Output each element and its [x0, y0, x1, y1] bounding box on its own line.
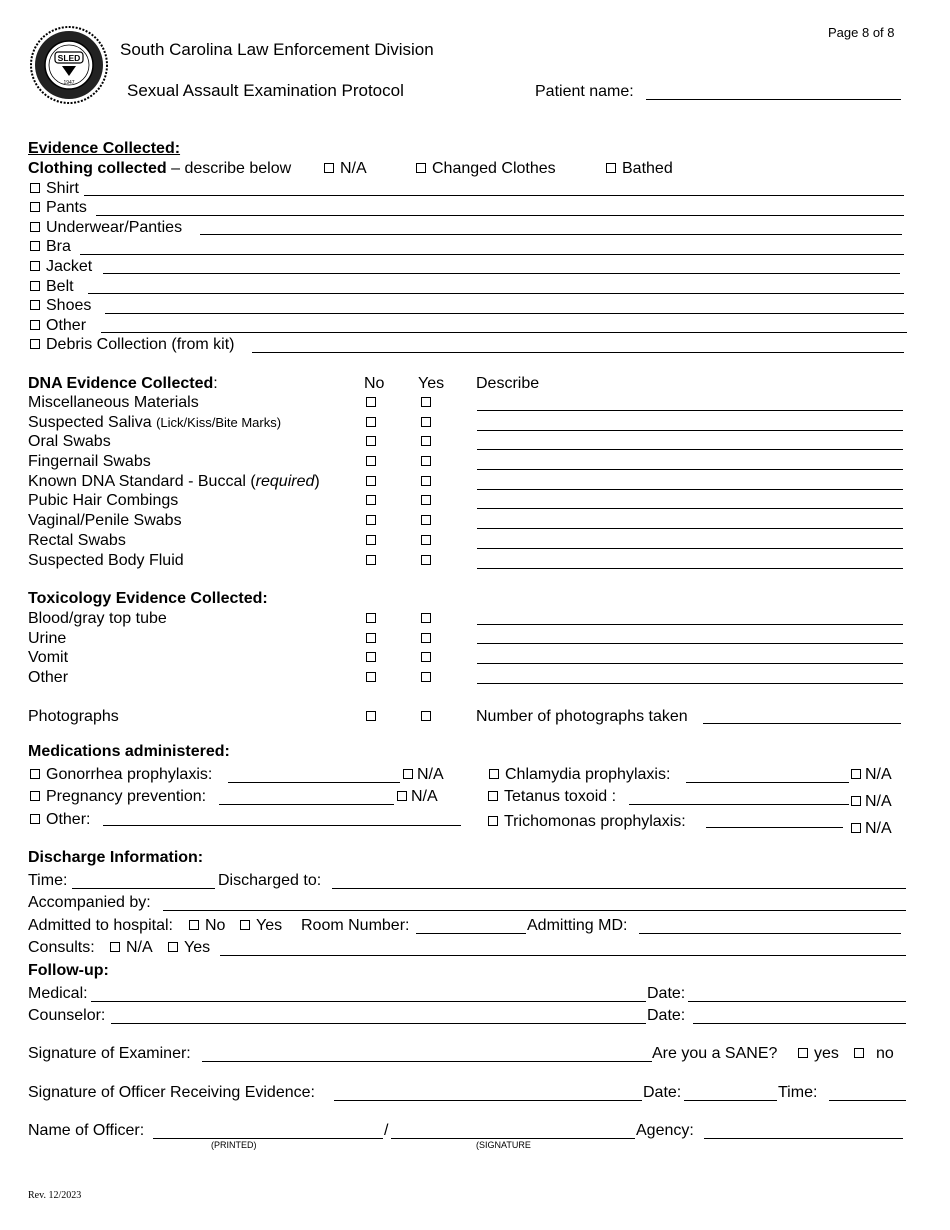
tetanus-line[interactable] [629, 804, 849, 805]
pants-line[interactable] [96, 215, 904, 216]
checkbox[interactable] [798, 1048, 808, 1058]
followup-heading: Follow-up: [28, 962, 109, 979]
checkbox[interactable] [488, 816, 498, 826]
examiner-signature-label: Signature of Examiner: [28, 1045, 191, 1062]
gonorrhea-na-option[interactable]: N/A [403, 765, 444, 784]
checkbox[interactable] [397, 791, 407, 801]
dna-saliva-yes-checkbox[interactable] [421, 417, 431, 427]
form-title: Sexual Assault Examination Protocol [127, 81, 404, 100]
trich-option[interactable]: Trichomonas prophylaxis: [488, 812, 686, 831]
dna-vaginal-yes-checkbox[interactable] [421, 515, 431, 525]
admitting-md-field[interactable] [639, 933, 901, 934]
checkbox[interactable] [403, 769, 413, 779]
checkbox[interactable] [30, 241, 40, 251]
checkbox[interactable] [30, 814, 40, 824]
chlamydia-option[interactable]: Chlamydia prophylaxis: [489, 765, 670, 784]
dna-no-header: No [364, 375, 385, 392]
time-label: Time: [28, 872, 68, 889]
discharged-to-label: Discharged to: [218, 872, 322, 889]
photographs-no-checkbox[interactable] [366, 711, 376, 721]
tox-other-describe[interactable] [477, 683, 903, 684]
dna-row-misc: Miscellaneous Materials [28, 394, 199, 411]
dna-row-rectal: Rectal Swabs [28, 532, 126, 549]
checkbox[interactable] [489, 769, 499, 779]
tetanus-option[interactable]: Tetanus toxoid : [488, 787, 616, 806]
dna-fingernail-describe[interactable] [477, 469, 903, 470]
checkbox[interactable] [30, 222, 40, 232]
item-pants[interactable]: Pants [30, 198, 87, 217]
tetanus-na-option[interactable]: N/A [851, 792, 892, 811]
tox-row-vomit: Vomit [28, 649, 69, 666]
checkbox[interactable] [30, 339, 40, 349]
clothing-collected-row [28, 159, 291, 178]
medical-date-field[interactable] [688, 1001, 906, 1002]
pregnancy-option[interactable]: Pregnancy prevention: [30, 787, 206, 806]
checkbox[interactable] [240, 920, 250, 930]
item-bra[interactable]: Bra [30, 237, 71, 256]
dna-fluid-describe[interactable] [477, 568, 903, 569]
gonorrhea-option[interactable]: Gonorrhea prophylaxis: [30, 765, 212, 784]
dna-rectal-describe[interactable] [477, 548, 903, 549]
dna-pubic-no-checkbox[interactable] [366, 495, 376, 505]
checkbox[interactable] [851, 796, 861, 806]
revision-date: Rev. 12/2023 [28, 1190, 82, 1201]
accompanied-label: Accompanied by: [28, 894, 151, 911]
signature-caption: (SIGNATURE [476, 1140, 531, 1150]
item-underwear[interactable]: Underwear/Panties [30, 218, 182, 237]
clothing-na-option[interactable]: N/A [324, 159, 367, 178]
patient-name-label: Patient name: [535, 83, 634, 100]
debris-line[interactable] [252, 352, 904, 353]
pregnancy-line[interactable] [219, 804, 394, 805]
consults-yes-option[interactable]: Yes [168, 938, 210, 957]
chlamydia-na-option[interactable]: N/A [851, 765, 892, 784]
tox-heading: Toxicology Evidence Collected: [28, 590, 268, 607]
dna-heading-row: DNA Evidence Collected: [28, 375, 218, 392]
officer-time-field[interactable] [829, 1100, 906, 1101]
bra-line[interactable] [80, 254, 904, 255]
tox-vomit-yes-checkbox[interactable] [421, 652, 431, 662]
room-number-field[interactable] [416, 933, 526, 934]
tox-other-yes-checkbox[interactable] [421, 672, 431, 682]
shoes-line[interactable] [105, 313, 904, 314]
dna-rectal-no-checkbox[interactable] [366, 535, 376, 545]
sane-no-option[interactable]: no [854, 1044, 894, 1063]
dna-row-pubic: Pubic Hair Combings [28, 492, 179, 509]
item-jacket[interactable]: Jacket [30, 257, 92, 276]
medical-label: Medical: [28, 985, 88, 1002]
dna-buccal-no-checkbox[interactable] [366, 476, 376, 486]
agency-field[interactable] [704, 1138, 903, 1139]
dna-row-saliva: Suspected Saliva (Lick/Kiss/Bite Marks) [28, 414, 282, 431]
tox-other-no-checkbox[interactable] [366, 672, 376, 682]
dna-oral-describe[interactable] [477, 449, 903, 450]
officer-time-label: Time: [778, 1084, 818, 1101]
org-name: South Carolina Law Enforcement Division [120, 40, 434, 59]
agency-label: Agency: [636, 1122, 694, 1139]
dna-oral-no-checkbox[interactable] [366, 436, 376, 446]
dna-vaginal-describe[interactable] [477, 528, 903, 529]
pregnancy-na-option[interactable]: N/A [397, 787, 438, 806]
checkbox[interactable] [30, 791, 40, 801]
clothing-collected-desc: – describe below [166, 160, 292, 177]
discharge-heading: Discharge Information: [28, 849, 204, 866]
checkbox[interactable] [30, 320, 40, 330]
dna-fluid-yes-checkbox[interactable] [421, 555, 431, 565]
examiner-signature-field[interactable] [202, 1061, 652, 1062]
meds-heading: Medications administered: [28, 743, 230, 760]
checkbox[interactable] [416, 163, 426, 173]
admitting-md-label: Admitting MD: [527, 917, 628, 934]
meds-other-line[interactable] [103, 825, 461, 826]
photo-count-label: Number of photographs taken [476, 708, 688, 725]
discharged-to-field[interactable] [332, 888, 906, 889]
photographs-yes-checkbox[interactable] [421, 711, 431, 721]
item-belt[interactable]: Belt [30, 277, 74, 296]
dna-buccal-yes-checkbox[interactable] [421, 476, 431, 486]
medical-field[interactable] [91, 1001, 646, 1002]
checkbox[interactable] [189, 920, 199, 930]
checkbox[interactable] [324, 163, 334, 173]
dna-row-oral: Oral Swabs [28, 433, 111, 450]
officer-printed-field[interactable] [153, 1138, 383, 1139]
medical-date-label: Date: [647, 985, 686, 1002]
tox-blood-yes-checkbox[interactable] [421, 613, 431, 623]
admitted-no-option[interactable]: No [189, 916, 225, 935]
patient-name-field[interactable] [646, 99, 901, 100]
dna-buccal-describe[interactable] [477, 489, 903, 490]
item-other[interactable]: Other [30, 316, 86, 335]
accompanied-field[interactable] [163, 910, 906, 911]
consults-na-option[interactable]: N/A [110, 938, 153, 957]
tox-blood-describe[interactable] [477, 624, 903, 625]
tox-vomit-describe[interactable] [477, 663, 903, 664]
item-debris[interactable]: Debris Collection (from kit) [30, 335, 234, 354]
dna-row-fluid: Suspected Body Fluid [28, 552, 184, 569]
dna-yes-header: Yes [418, 375, 445, 392]
checkbox[interactable] [606, 163, 616, 173]
name-officer-label: Name of Officer: [28, 1122, 145, 1139]
dna-pubic-yes-checkbox[interactable] [421, 495, 431, 505]
tox-row-other: Other [28, 669, 69, 686]
dna-saliva-no-checkbox[interactable] [366, 417, 376, 427]
dna-fingernail-no-checkbox[interactable] [366, 456, 376, 466]
consults-label: Consults: [28, 939, 95, 956]
officer-receiving-label: Signature of Officer Receiving Evidence: [28, 1084, 315, 1101]
checkbox[interactable] [168, 942, 178, 952]
belt-line[interactable] [88, 293, 904, 294]
sane-yes-option[interactable]: yes [798, 1044, 839, 1063]
counselor-date-field[interactable] [693, 1023, 906, 1024]
shirt-line[interactable] [84, 195, 904, 196]
page-number: Page 8 of 8 [828, 25, 895, 40]
counselor-label: Counselor: [28, 1007, 106, 1024]
sane-question: Are you a SANE? [652, 1045, 778, 1062]
photo-count-field[interactable] [703, 723, 901, 724]
tox-urine-no-checkbox[interactable] [366, 633, 376, 643]
dna-misc-describe[interactable] [477, 410, 903, 411]
consults-field[interactable] [220, 955, 906, 956]
checkbox[interactable] [851, 823, 861, 833]
checkbox[interactable] [30, 769, 40, 779]
jacket-line[interactable] [103, 273, 900, 274]
chlamydia-line[interactable] [686, 782, 849, 783]
counselor-field[interactable] [111, 1023, 646, 1024]
item-shoes[interactable]: Shoes [30, 296, 91, 315]
dna-row-fingernail: Fingernail Swabs [28, 453, 151, 470]
seal-year: 1947 [63, 80, 75, 86]
officer-date-field[interactable] [684, 1100, 777, 1101]
checkbox[interactable] [30, 281, 40, 291]
officer-date-label: Date: [643, 1084, 682, 1101]
dna-fingernail-yes-checkbox[interactable] [421, 456, 431, 466]
admitted-yes-option[interactable]: Yes [240, 916, 282, 935]
dna-oral-yes-checkbox[interactable] [421, 436, 431, 446]
evidence-heading: Evidence Collected: [28, 140, 181, 157]
dna-describe-header: Describe [476, 375, 540, 392]
dna-row-buccal: Known DNA Standard - Buccal (required) [28, 473, 320, 490]
checkbox[interactable] [851, 769, 861, 779]
trich-na-option[interactable]: N/A [851, 819, 892, 838]
checkbox[interactable] [30, 183, 40, 193]
name-separator: / [384, 1122, 389, 1139]
underwear-line[interactable] [200, 234, 902, 235]
dna-pubic-describe[interactable] [477, 508, 903, 509]
checkbox[interactable] [854, 1048, 864, 1058]
photographs-label: Photographs [28, 708, 119, 725]
tox-urine-yes-checkbox[interactable] [421, 633, 431, 643]
tox-blood-no-checkbox[interactable] [366, 613, 376, 623]
checkbox[interactable] [30, 202, 40, 212]
checkbox[interactable] [110, 942, 120, 952]
dna-misc-no-checkbox[interactable] [366, 397, 376, 407]
trich-line[interactable] [706, 827, 843, 828]
dna-saliva-describe[interactable] [477, 430, 903, 431]
dna-fluid-no-checkbox[interactable] [366, 555, 376, 565]
tox-row-urine: Urine [28, 630, 67, 647]
changed-clothes-option[interactable]: Changed Clothes [416, 159, 556, 178]
meds-other-option[interactable]: Other: [30, 810, 90, 829]
printed-caption: (PRINTED) [211, 1140, 257, 1150]
checkbox[interactable] [488, 791, 498, 801]
tox-urine-describe[interactable] [477, 643, 903, 644]
clothing-collected-label: Clothing collected [28, 160, 167, 177]
tox-vomit-no-checkbox[interactable] [366, 652, 376, 662]
item-shirt[interactable]: Shirt [30, 179, 79, 198]
bathed-option[interactable]: Bathed [606, 159, 673, 178]
time-field[interactable] [72, 888, 215, 889]
checkbox[interactable] [30, 300, 40, 310]
sled-seal-logo [30, 26, 108, 104]
gonorrhea-line[interactable] [228, 782, 400, 783]
checkbox[interactable] [30, 261, 40, 271]
officer-receiving-field[interactable] [334, 1100, 642, 1101]
seal-text: SLED [57, 53, 81, 63]
counselor-date-label: Date: [647, 1007, 686, 1024]
tox-row-blood: Blood/gray top tube [28, 610, 167, 627]
dna-misc-yes-checkbox[interactable] [421, 397, 431, 407]
room-number-label: Room Number: [301, 917, 410, 934]
dna-row-vaginal: Vaginal/Penile Swabs [28, 512, 182, 529]
other-line[interactable] [101, 332, 907, 333]
dna-rectal-yes-checkbox[interactable] [421, 535, 431, 545]
admitted-label: Admitted to hospital: [28, 917, 173, 934]
dna-vaginal-no-checkbox[interactable] [366, 515, 376, 525]
